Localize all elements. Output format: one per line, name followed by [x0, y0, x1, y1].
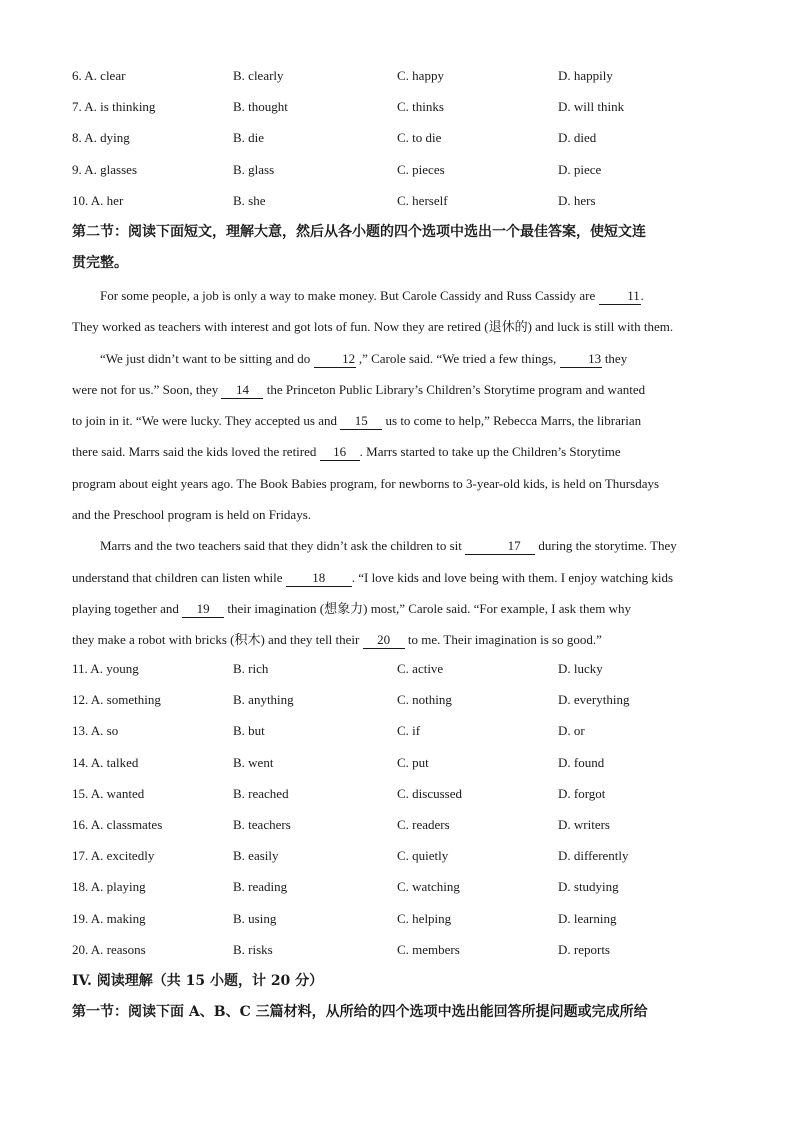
option-d: D. learning [558, 910, 617, 926]
option-c: C. watching [397, 879, 460, 895]
passage-line: “We just didn’t want to be sitting and do 12 ,” Carole said. “We tried a few things, 13 they [100, 350, 628, 366]
passage-line: They worked as teachers with interest and got lots of fun. Now they are retired (退休的) and luck is still with them. [72, 319, 674, 335]
option-c: C. thinks [397, 99, 444, 115]
blank-20: 20 [363, 632, 405, 649]
passage-line: For some people, a job is only a way to make money. But Carole Cassidy and Russ Cassidy are 11. [100, 288, 644, 303]
passage-line: program about eight years ago. The Book Babies program, for newborns to 3-year-old kids, is held on Thursdays [72, 475, 660, 491]
option-d: D. found [558, 754, 605, 770]
question-options-row [72, 97, 732, 117]
passage-line: there said. Marrs said the kids loved the retired 16 . Marrs started to take up the Children’s Storytime [72, 444, 621, 460]
option-d: D. lucky [558, 661, 603, 676]
blank-16: 16 [320, 444, 360, 461]
option-a: 11. A. young [72, 661, 139, 676]
question-options-row [72, 846, 732, 866]
question-options-row [72, 784, 732, 804]
blank-13: 13 [560, 351, 602, 368]
blank-14: 14 [221, 382, 263, 399]
option-b: B. went [233, 754, 274, 770]
passage-line: to join in it. “We were lucky. They accepted us and 15 us to come to help,” Rebecca Marrs, the librarian [72, 413, 642, 429]
option-c: C. discussed [397, 785, 462, 801]
blank-12: 12 [314, 351, 356, 368]
blank-11: 11 [599, 288, 641, 305]
option-a: 9. A. glasses [72, 161, 137, 177]
option-c: C. active [397, 661, 444, 676]
option-b: B. reached [233, 785, 289, 801]
option-d: D. hers [558, 192, 596, 208]
option-a: 14. A. talked [72, 754, 139, 770]
option-d: D. piece [558, 161, 602, 177]
option-d: D. died [558, 130, 597, 146]
option-a: 10. A. her [72, 192, 124, 208]
question-options-row [72, 909, 732, 929]
option-c: C. nothing [397, 692, 452, 708]
option-c: C. if [397, 723, 421, 739]
passage-line: were not for us.” Soon, they 14 the Princeton Public Library’s Children’s Storytime program and wanted [72, 381, 646, 397]
option-b: B. die [233, 130, 265, 146]
option-c: C. put [397, 754, 429, 770]
blank-19: 19 [182, 601, 224, 618]
option-b: B. reading [233, 879, 288, 895]
option-b: B. glass [233, 161, 275, 177]
option-d: D. everything [558, 692, 630, 708]
option-d: D. studying [558, 879, 619, 895]
option-b: B. easily [233, 848, 279, 864]
question-options-row [72, 191, 732, 211]
option-d: D. or [558, 723, 585, 739]
option-c: C. happy [397, 68, 444, 83]
option-d: D. will think [558, 99, 625, 115]
section-heading-part4: IV. 阅读理解（共 15 小题，计 20 分） 第一节：阅读下面 A、B、C 三篇材料，从所给的四个选项中选出能回答所提问题或完成所给 [72, 973, 648, 1020]
option-d: D. reports [558, 941, 610, 957]
option-c: C. to die [397, 130, 442, 146]
option-a: 17. A. excitedly [72, 848, 155, 864]
blank-17: 17 [465, 538, 535, 555]
option-b: B. rich [233, 661, 269, 676]
option-b: B. anything [233, 692, 294, 708]
option-a: 8. A. dying [72, 130, 130, 146]
blank-18: 18 [286, 570, 352, 587]
question-options-row [72, 690, 732, 710]
option-c: C. pieces [397, 161, 445, 177]
option-b: B. thought [233, 99, 288, 115]
option-b: B. using [233, 910, 277, 926]
option-b: B. teachers [233, 817, 291, 832]
question-options-row [72, 66, 732, 86]
option-d: D. forgot [558, 785, 606, 801]
option-a: 18. A. playing [72, 879, 146, 895]
option-a: 16. A. classmates [72, 817, 163, 832]
passage-line: understand that children can listen while 18 . “I love kids and love being with them. I enjoy watching kids [72, 569, 674, 585]
option-a: 15. A. wanted [72, 785, 145, 801]
option-c: C. helping [397, 910, 452, 926]
option-b: B. clearly [233, 68, 284, 83]
option-b: B. risks [233, 941, 273, 957]
section-heading-part2: 第二节：阅读下面短文，理解大意，然后从各小题的四个选项中选出一个最佳答案，使短文连 贯完整。 [72, 224, 646, 271]
option-c: C. quietly [397, 848, 449, 864]
question-options-row [72, 753, 732, 773]
option-a: 7. A. is thinking [72, 99, 156, 115]
option-d: D. differently [558, 848, 629, 864]
option-c: C. herself [397, 192, 448, 208]
option-c: C. readers [397, 817, 450, 832]
passage-line: they make a robot with bricks (积木) and they tell their 20 to me. Their imagination is so good.” [72, 632, 602, 648]
question-options-row [72, 877, 732, 897]
option-d: D. writers [558, 817, 610, 832]
question-options-row [72, 160, 732, 180]
option-a: 19. A. making [72, 910, 146, 926]
option-d: D. happily [558, 68, 613, 83]
option-b: B. but [233, 723, 265, 739]
question-options-row [72, 128, 732, 148]
question-options-row [72, 659, 732, 679]
option-a: 13. A. so [72, 723, 119, 739]
question-options-row [72, 721, 732, 741]
passage [72, 280, 724, 656]
passage-line: and the Preschool program is held on Fridays. [72, 507, 312, 523]
passage-line: playing together and 19 their imagination (想象力) most,” Carole said. “For example, I ask them why [72, 600, 631, 616]
option-a: 12. A. something [72, 692, 161, 708]
option-c: C. members [397, 941, 460, 957]
passage-line: Marrs and the two teachers said that they didn’t ask the children to sit 17 during the storytime. They [100, 538, 677, 554]
option-b: B. she [233, 192, 266, 208]
question-options-row [72, 815, 732, 835]
question-options-row [72, 940, 732, 960]
option-a: 20. A. reasons [72, 941, 146, 957]
blank-15: 15 [340, 413, 382, 430]
option-a: 6. A. clear [72, 68, 126, 83]
